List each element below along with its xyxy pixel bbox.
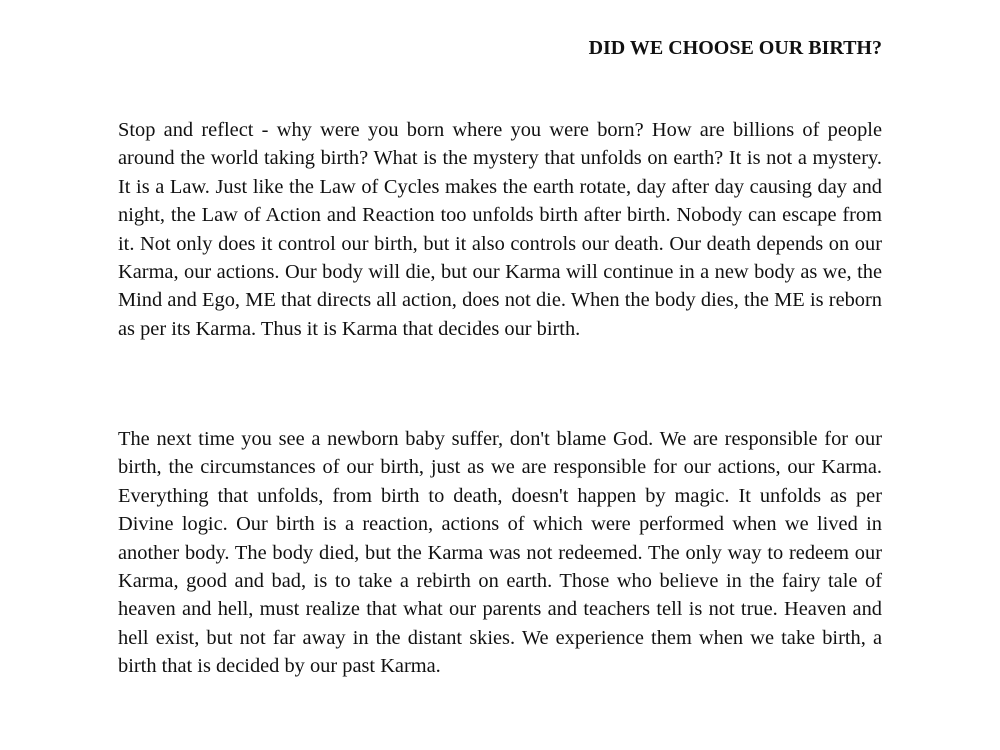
page-title: DID WE CHOOSE OUR BIRTH? (588, 37, 882, 59)
paragraph-2: The next time you see a newborn baby suffer, don't blame God. We are responsible for our birth, the circumstances of our birth, just as we are responsible for our actions, our Karma. Everything that unfolds, from birth to death, doesn't happen by magic. It unfolds as per Divine logic. Our birth is a reaction, actions of which were performed when we lived in another body. The body died, but the Karma was not redeemed. The only way to redeem our Karma, good and bad, is to take a rebirth on earth. Those who believe in the fairy tale of heaven and hell, must realize that what our parents and teachers tell is not true. Heaven and hell exist, but not far away in the distant skies. We experience them when we take birth, a birth that is decided by our past Karma. (118, 428, 882, 678)
paragraph-1: Stop and reflect - why were you born where you were born? How are billions of people around the world taking birth? What is the mystery that unfolds on earth? It is not a mystery. It is a Law. Just like the Law of Cycles makes the earth rotate, day after day causing day and night, the Law of Action and Reaction too unfolds birth after birth. Nobody can escape from it. Not only does it control our birth, but it also controls our death. Our death depends on our Karma, our actions. Our body will die, but our Karma will continue in a new body as we, the Mind and Ego, ME that directs all action, does not die. When the body dies, the ME is reborn as per its Karma. Thus it is Karma that decides our birth. (118, 119, 882, 340)
